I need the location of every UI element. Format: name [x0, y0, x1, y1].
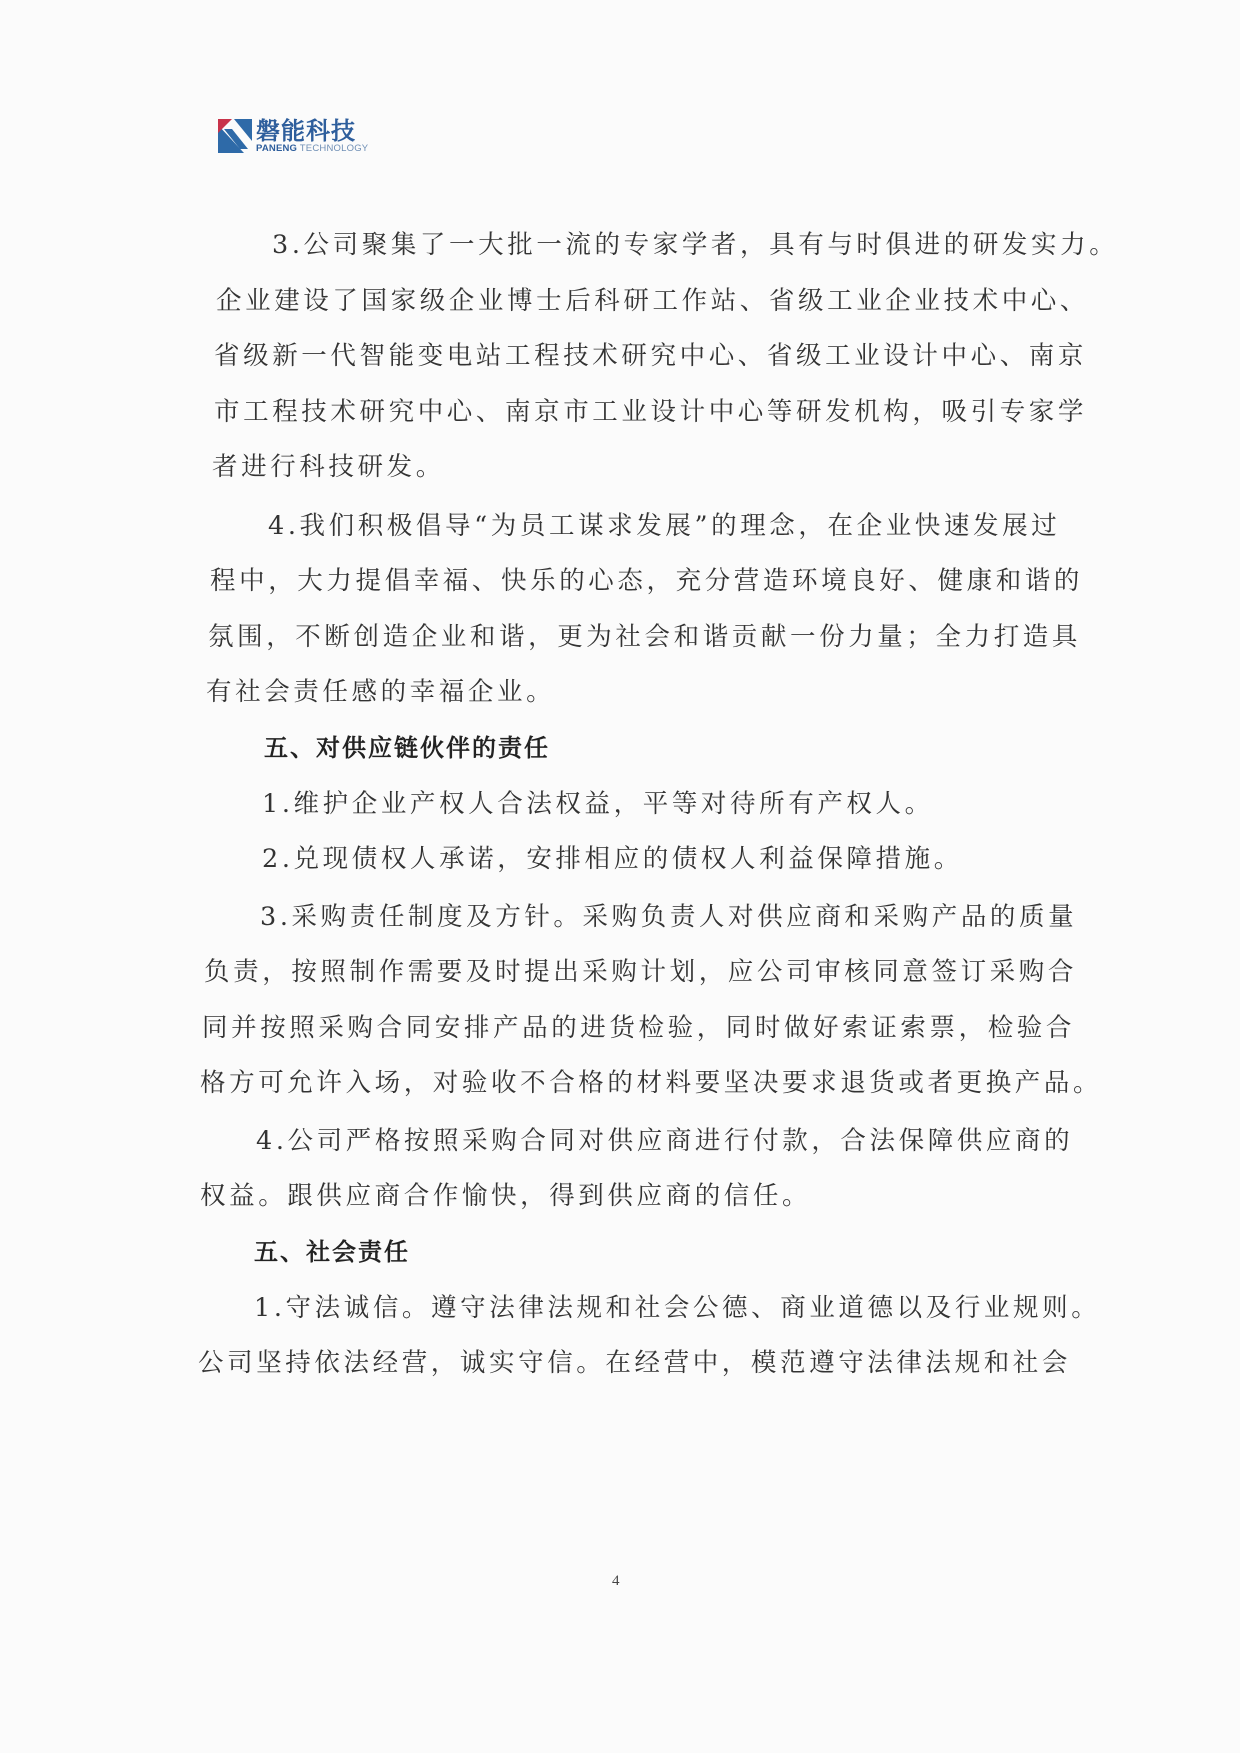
logo-english-light: TECHNOLOGY — [297, 142, 369, 154]
paragraph-3-line-4: 市工程技术研究中心、南京市工业设计中心等研发机构，吸引专家学 — [214, 397, 1088, 427]
social-item-1-line-2: 公司坚持依法经营，诚实守信。在经营中，模范遵守法律法规和社会 — [198, 1348, 1072, 1378]
supply-item-4-line-2: 权益。跟供应商合作愉快，得到供应商的信任。 — [200, 1181, 812, 1211]
logo-chinese-name: 磐能科技 — [256, 116, 356, 145]
paneng-logo-icon — [218, 119, 252, 153]
logo-english-bold: PANENG — [256, 142, 298, 154]
paragraph-4-line-4: 有社会责任感的幸福企业。 — [206, 677, 556, 707]
paragraph-4-line-3: 氛围，不断创造企业和谐，更为社会和谐贡献一份力量；全力打造具 — [208, 622, 1082, 652]
paragraph-3-line-1: 3.公司聚集了一大批一流的专家学者，具有与时俱进的研发实力。 — [272, 230, 1119, 260]
supply-item-3-line-2: 负责，按照制作需要及时提出采购计划，应公司审核同意签订采购合 — [204, 957, 1078, 987]
supply-item-4-line-1: 4.公司严格按照采购合同对供应商进行付款，合法保障供应商的 — [256, 1126, 1074, 1156]
section-heading-social-responsibility: 五、社会责任 — [254, 1238, 410, 1266]
paragraph-3-line-3: 省级新一代智能变电站工程技术研究中心、省级工业设计中心、南京 — [214, 341, 1088, 371]
paragraph-4-line-1: 4.我们积极倡导“为员工谋求发展”的理念，在企业快速发展过 — [268, 511, 1061, 541]
paragraph-4-line-2: 程中，大力提倡幸福、快乐的心态，充分营造环境良好、健康和谐的 — [210, 566, 1084, 596]
page-number: 4 — [612, 1573, 620, 1589]
company-logo — [218, 116, 368, 156]
social-item-1-line-1: 1.守法诚信。遵守法律法规和社会公德、商业道德以及行业规则。 — [254, 1293, 1101, 1323]
logo-english-name — [256, 143, 368, 154]
supply-item-3-line-3: 同并按照采购合同安排产品的进货检验，同时做好索证索票，检验合 — [202, 1013, 1076, 1043]
paragraph-3-line-2: 企业建设了国家级企业博士后科研工作站、省级工业企业技术中心、 — [216, 286, 1090, 316]
paragraph-3-line-5: 者进行科技研发。 — [212, 452, 445, 482]
supply-item-3-line-1: 3.采购责任制度及方针。采购负责人对供应商和采购产品的质量 — [260, 902, 1078, 932]
section-heading-supply-chain: 五、对供应链伙伴的责任 — [264, 734, 550, 762]
supply-item-2: 2.兑现债权人承诺，安排相应的债权人利益保障措施。 — [262, 844, 963, 874]
supply-item-1: 1.维护企业产权人合法权益，平等对待所有产权人。 — [262, 789, 934, 819]
supply-item-3-line-4: 格方可允许入场，对验收不合格的材料要坚决要求退货或者更换产品。 — [200, 1068, 1103, 1098]
